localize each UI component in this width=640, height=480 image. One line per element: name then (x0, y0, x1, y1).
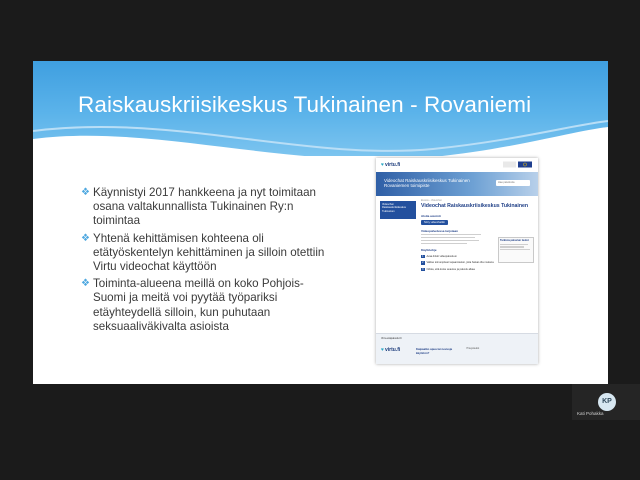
heart-icon: ♥ (381, 162, 384, 168)
start-button: Siirry videochattiin (421, 220, 448, 225)
page-title: Videochat Raiskauskriisikeskus Tukinainen (421, 203, 529, 209)
text-line (500, 249, 530, 250)
website-screenshot (376, 158, 538, 364)
footer-logo: ♥virtu.fi (381, 347, 401, 353)
breadcrumb: Etusivu › Videochat (421, 199, 442, 202)
footer-link: Virtu-etäpalvelut.fi (381, 337, 402, 340)
step-item: 2 Valitse toimenpiteet tapaamiseksi, jotta haluat olla mukana (422, 261, 494, 265)
site-search-input: Hae palveluita (496, 180, 530, 186)
site-footer (376, 333, 538, 364)
step-item: 1 Avaa linkki videopalveluun (422, 254, 457, 258)
footer-column: Yhteystiedot (466, 347, 480, 350)
bullet-item: ❖ Käynnistyi 2017 hankkeena ja nyt toimitaan osana valtakunnallista Tukinainen Ry:n toimintaa (81, 186, 316, 228)
presentation-slide (33, 61, 608, 384)
site-sidenav: Videochat Raiskauskriisikeskus Tukinainen (380, 201, 416, 219)
usage-section-label: Käyttöohje (421, 247, 437, 252)
slide-title: Raiskauskriisikeskus Tukinainen - Rovaniemi (78, 92, 532, 117)
bullet-glyph: ❖ (81, 232, 90, 244)
text-line (500, 246, 524, 247)
start-section-label: Aloita asiointi (421, 213, 441, 218)
step-item: 3 Odota, että kutsu avautuu ja palvelu alkaa (422, 267, 475, 271)
text-line (421, 240, 479, 241)
heart-icon: ♥ (381, 347, 384, 353)
bullet-glyph: ❖ (81, 187, 90, 198)
info-box: Tarkista palvelun tiedot (498, 237, 534, 263)
text-line (421, 237, 475, 238)
bullet-glyph: ❖ (81, 278, 90, 290)
site-logo: ♥virtu.fi (381, 162, 401, 168)
bullet-item: ❖ Toiminta-alueena meillä on koko Pohjois-Suomi ja meitä voi pyytää työpariksi etäyhteydellä silloin, kun puhutaan seksuaaliväkivalta asioista (81, 277, 304, 333)
bullet-item: ❖ Yhtenä kehittämisen kohteena oli etätyöskentelyn kehittäminen ja silloin otettiin Virtu videochat käyttöön (81, 231, 325, 274)
eu-flags-icon (503, 161, 533, 168)
hero-title: Videochat Raiskauskriisikeskus Tukinainen Rovaniemen toimipiste (384, 178, 470, 188)
footer-cta: Kaipaatko apua tai neuvoja käyttöön? (416, 347, 453, 355)
avatar: KP (598, 393, 616, 411)
bullet-list (81, 186, 333, 337)
site-topbar (376, 158, 538, 173)
text-line (421, 234, 481, 235)
text-line (421, 243, 467, 244)
participant-name: Kati Pohakka (577, 411, 604, 416)
site-hero (376, 172, 538, 196)
services-section-label: Videopalvelussa tarjotaan (421, 228, 458, 233)
text-line (500, 244, 528, 245)
